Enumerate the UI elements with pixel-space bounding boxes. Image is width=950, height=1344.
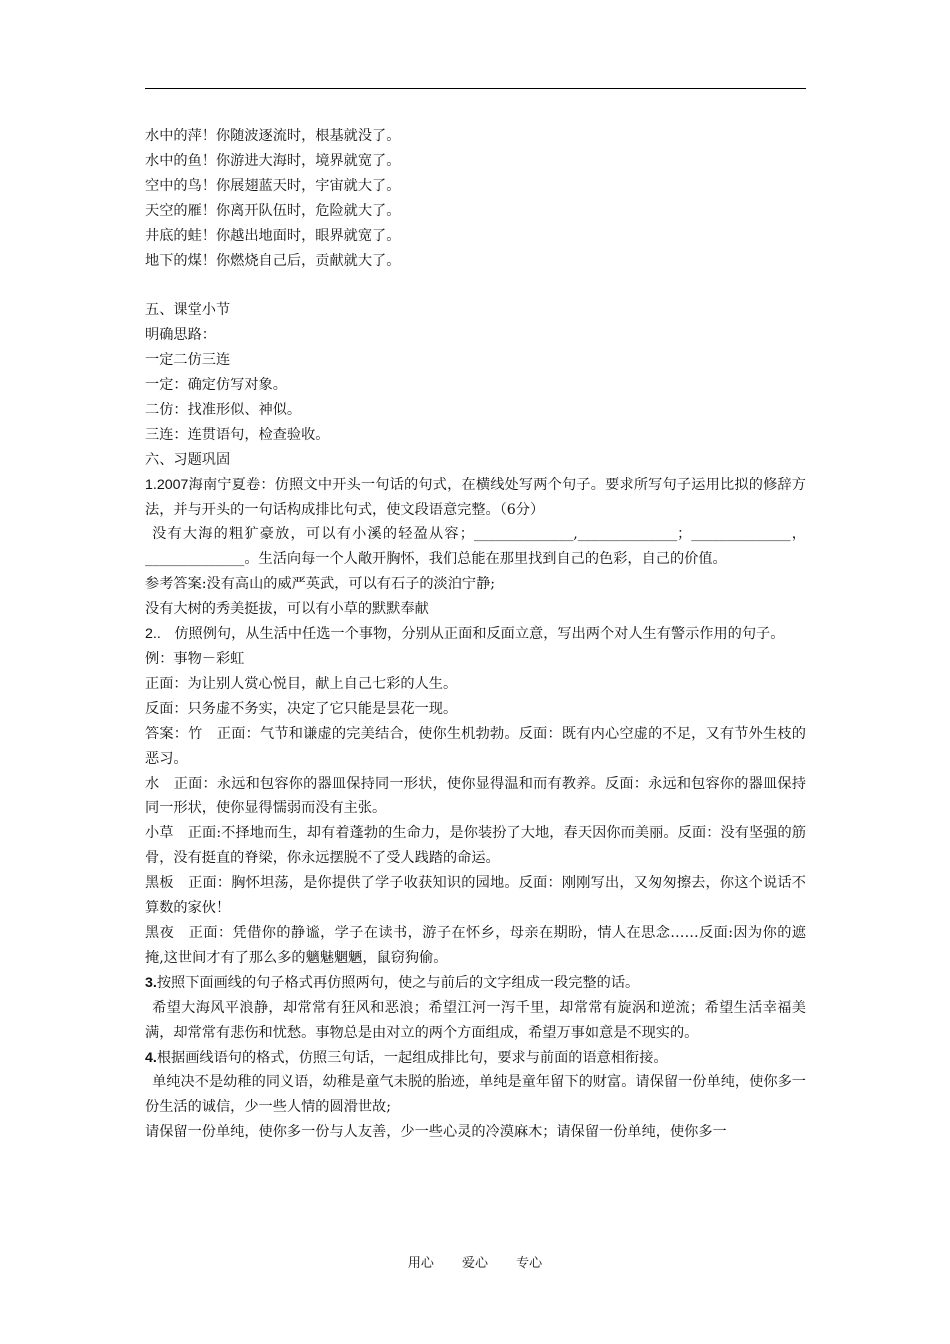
question-4-text: 根据画线语句的格式，仿照三句话，一起组成排比句，要求与前面的语意相衔接。 xyxy=(156,1049,668,1066)
question-2-answer: 答案：竹 正面：气节和谦虚的完美结合，使你生机勃勃。反面：既有内心空虚的不足，又有节外生枝的恶习。 xyxy=(145,725,806,767)
question-4-continuation: 请保留一份单纯，使你多一份与人友善，少一些心灵的冷漠麻木；请保留一份单纯，使你多一 xyxy=(145,1124,727,1141)
footer-text: 专心 xyxy=(516,1256,543,1271)
question-2-negative: 反面：只务虚不务实，决定了它只能是昙花一现。 xyxy=(145,700,458,717)
section-5-line: 一定二仿三连 xyxy=(145,352,231,369)
poem-line: 水中的鱼！你游进大海时，境界就宽了。 xyxy=(145,152,401,169)
section-5-title: 五、课堂小节 xyxy=(145,302,231,319)
question-4 xyxy=(145,1046,806,1071)
header-rule xyxy=(145,88,806,89)
footer-text: 爱心 xyxy=(461,1256,488,1271)
question-2-answer: 小草 正面:不择地而生，却有着蓬勃的生命力，是你装扮了大地，春天因你而美丽。反面：没有坚强的筋骨，没有挺直的脊梁，你永远摆脱不了受人践踏的命运。 xyxy=(145,825,806,867)
question-3-body: 希望大海风平浪静，却常常有狂风和恶浪；希望江河一泻千里，却常常有旋涡和逆流；希望生活幸福美满，却常常有悲伤和忧愁。事物总是由对立的两个方面组成，希望万事如意是不现实的。 xyxy=(145,999,806,1041)
question-2-example: 例：事物－彩虹 xyxy=(145,651,245,668)
question-3-number: 3. xyxy=(145,974,157,991)
poem-line: 水中的萍！你随波逐流时，根基就没了。 xyxy=(145,128,401,144)
question-4-number: 4. xyxy=(145,1049,157,1066)
section-5-line: 一定：确定仿写对象。 xyxy=(145,377,287,394)
question-1-answer: 没有大树的秀美挺拔，可以有小草的默默奉献 xyxy=(145,601,429,618)
question-2-answer: 黑板 正面：胸怀坦荡，是你提供了学子收获知识的园地。反面：刚刚写出，又匆匆擦去，你这个说话不算数的家伙！ xyxy=(145,875,806,917)
section-5-line: 三连：连贯语句，检查验收。 xyxy=(145,426,330,443)
question-1 xyxy=(145,473,806,523)
question-1-body: 没有大海的粗犷豪放，可以有小溪的轻盈从容；______________,______________；______________，______________。生活向每一个人敞开胸怀，我们总能在那里找到自己的色彩，自己的价值。 xyxy=(145,526,806,568)
document-body xyxy=(145,124,806,1145)
section-5-line: 二仿：找准形似、神似。 xyxy=(145,401,302,418)
question-1-answer: 参考答案:没有高山的威严英武，可以有石子的淡泊宁静; xyxy=(145,576,496,593)
question-2-answer: 黑夜 正面：凭借你的静谧，学子在读书，游子在怀乡，母亲在期盼，情人在思念……反面:因为你的遮掩,这世间才有了那么多的魑魅魍魉，鼠窃狗偷。 xyxy=(145,924,806,966)
question-4-body: 单纯决不是幼稚的同义语，幼稚是童气未脱的胎迹，单纯是童年留下的财富。请保留一份单纯，使你多一份生活的诚信，少一些人情的圆滑世故; xyxy=(145,1074,806,1116)
poem-line: 空中的鸟！你展翅蓝天时，宇宙就大了。 xyxy=(145,177,401,194)
poem-line: 地下的煤！你燃烧自己后，贡献就大了。 xyxy=(145,252,401,269)
poem-line: 井底的蛙！你越出地面时，眼界就宽了。 xyxy=(145,227,401,244)
page-footer xyxy=(0,1252,950,1271)
question-2 xyxy=(145,622,806,647)
poem-line: 天空的雁！你离开队伍时，危险就大了。 xyxy=(145,202,401,219)
question-2-answer: 水 正面：永远和包容你的器皿保持同一形状，使你显得温和而有教养。反面：永远和包容你的器皿保持同一形状，使你显得懦弱而没有主张。 xyxy=(145,775,806,817)
footer-text: 用心 xyxy=(407,1256,434,1271)
question-1-number: 1.2007 xyxy=(145,476,189,493)
question-2-text: 仿照例句，从生活中任选一个事物，分别从正面和反面立意，写出两个对人生有警示作用的句子。 xyxy=(174,626,785,643)
question-3-text: 按照下面画线的句子格式再仿照两句，使之与前后的文字组成一段完整的话。 xyxy=(156,974,640,991)
question-3 xyxy=(145,971,806,996)
section-6-title: 六、习题巩固 xyxy=(145,451,231,468)
question-1-text: 海南宁夏卷：仿照文中开头一句话的句式，在横线处写两个句子。要求所写句子运用比拟的修辞方法，并与开头的一句话构成排比句式，使文段语意完整。（6分） xyxy=(145,476,806,518)
question-2-positive: 正面：为让别人赏心悦目，献上自己七彩的人生。 xyxy=(145,675,458,692)
question-2-number: 2.. xyxy=(145,626,161,643)
section-5-line: 明确思路： xyxy=(145,327,216,344)
